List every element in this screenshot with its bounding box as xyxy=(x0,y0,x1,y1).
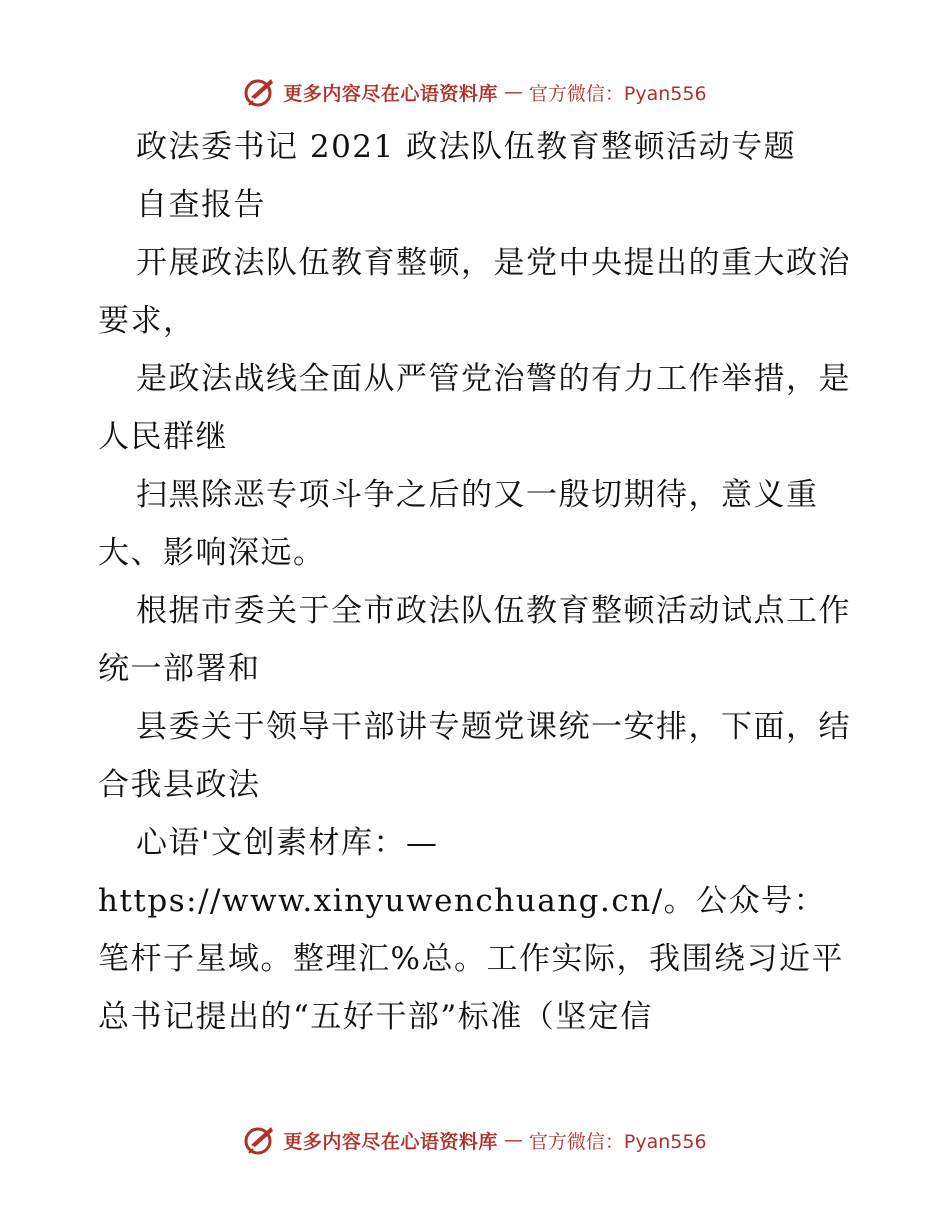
quill-logo-icon xyxy=(243,75,277,109)
paragraph: 根据市委关于全市政法队伍教育整顿活动试点工作统一部署和 xyxy=(98,593,851,687)
watermark-brand: 更多内容尽在心语资料库 xyxy=(283,82,498,105)
quill-logo-icon xyxy=(243,1123,277,1157)
watermark-separator: — xyxy=(503,81,523,103)
paragraph: 扫黑除恶专项斗争之后的又一殷切期待，意义重大、影响深远。 xyxy=(98,477,819,571)
paragraph: 开展政法队伍教育整顿，是党中央提出的重大政治要求， xyxy=(98,245,851,339)
footer-watermark xyxy=(0,1120,950,1160)
watermark-separator: — xyxy=(503,1129,523,1151)
document-subtitle: 自查报告 xyxy=(136,187,266,223)
paragraph: 心语'文创素材库：—https://www.xinyuwenchuang.cn/。公众号：笔杆子星域。整理汇%总。工作实际，我围绕习近平总书记提出的“五好干部”标准（坚定信 xyxy=(98,825,844,1035)
header-watermark xyxy=(0,72,950,112)
document-title: 政法委书记 2021 政法队伍教育整顿活动专题 xyxy=(136,129,797,165)
watermark-brand: 更多内容尽在心语资料库 xyxy=(283,1130,498,1153)
watermark-wechat: 官方微信：Pyan556 xyxy=(528,1130,707,1153)
document-body xyxy=(98,118,858,1046)
paragraph: 是政法战线全面从严管党治警的有力工作举措，是人民群继 xyxy=(98,361,851,455)
paragraph: 县委关于领导干部讲专题党课统一安排，下面，结合我县政法 xyxy=(98,709,851,803)
watermark-wechat: 官方微信：Pyan556 xyxy=(528,82,707,105)
